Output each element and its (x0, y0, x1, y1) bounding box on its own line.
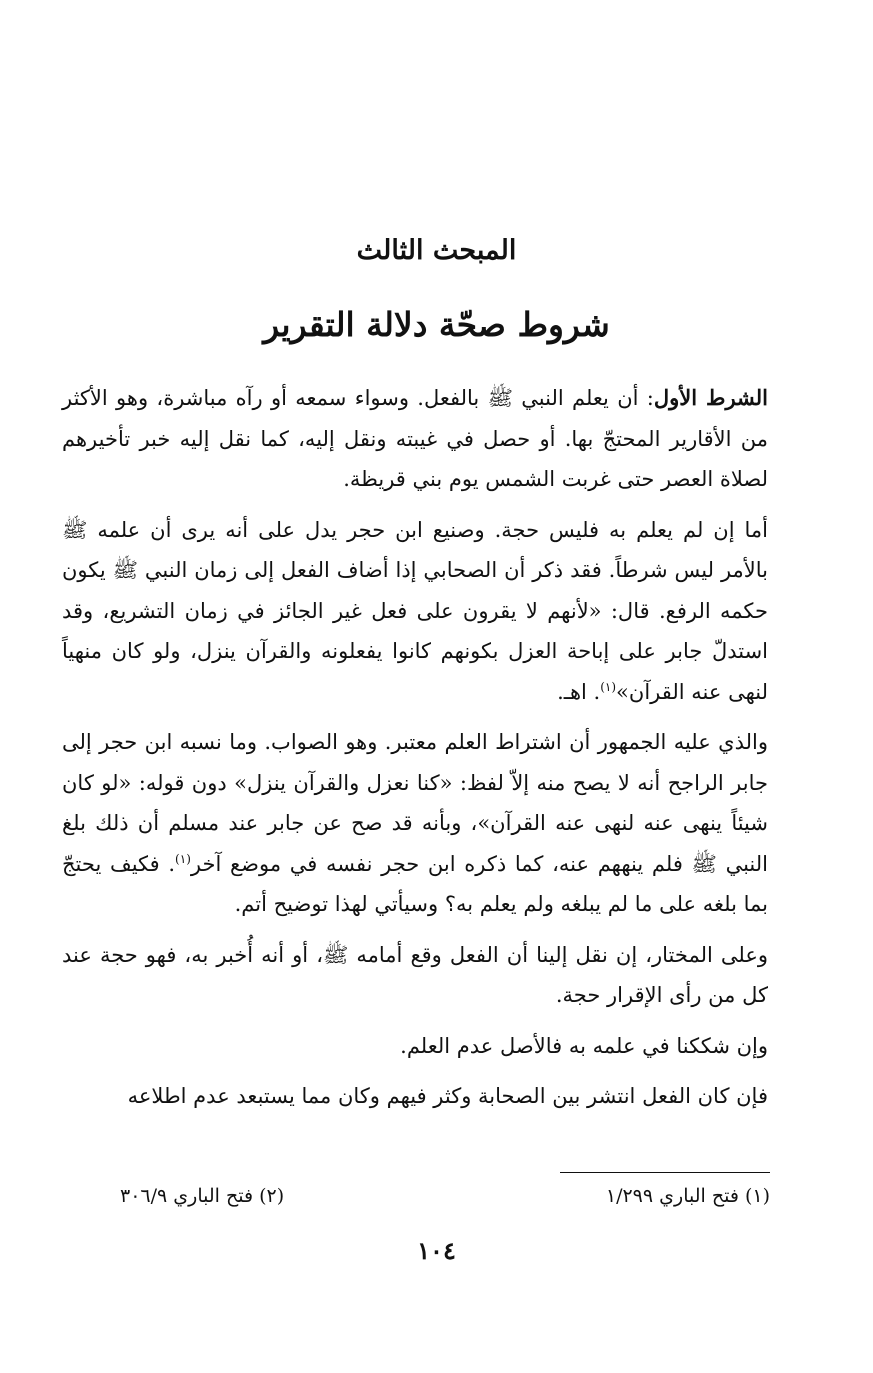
paragraph-tail: . فكيف يحتجّ بما بلغه على ما لم يبلغه ولم يعلم به؟ وسيأتي لهذا توضيح أتم. (62, 851, 768, 916)
paragraph-text: : أن يعلم النبي ﷺ بالفعل. وسواء سمعه أو رآه مباشرة، وهو الأكثر من الأقارير المحتجّ بها. أو حصل في غيبته ونقل إليه، كما نقل إليه خبر تأخيرهم لصلاة العصر حتى غربت الشمس يوم بني قريظة. (62, 386, 768, 491)
paragraph-condition-one (62, 378, 768, 500)
paragraph-tail: . اهـ. (557, 679, 601, 704)
paragraph-text: وإن شككنا في علمه به فالأصل عدم العلم. (400, 1033, 768, 1058)
paragraph-text: وعلى المختار، إن نقل إلينا أن الفعل وقع أمامه ﷺ، أو أنه أُخبر به، فهو حجة عند كل من رأى الإقرار حجة. (62, 942, 768, 1007)
condition-label: الشرط الأول (653, 385, 768, 410)
paragraph-spread (62, 1076, 768, 1117)
footnote-ref[interactable]: (١) (600, 679, 617, 694)
body-text (62, 378, 768, 1127)
paragraph-chosen-view (62, 935, 768, 1016)
footnote-item: (٢) فتح الباري ٣٠٦/٩ (120, 1185, 285, 1207)
paragraph-text: أما إن لم يعلم به فليس حجة. وصنيع ابن حجر يدل على أنه يرى أن علمه ﷺ بالأمر ليس شرطاً. فقد ذكر أن الصحابي إذا أضاف الفعل إلى زمان النبي ﷺ يكون حكمه الرفع. قال: «لأنهم لا يقرون على فعل غير الجائز في زمان التشريع، وقد استدلّ جابر على إباحة العزل بكونهم كانوا يفعلونه والقرآن ينزل، ولو كان منهياً لنهى عنه القرآن» (62, 517, 768, 704)
footnotes (120, 1185, 770, 1207)
chapter-title: شروط صحّة دلالة التقرير (263, 305, 610, 344)
paragraph-ibn-hajar (62, 510, 768, 713)
paragraph-majority-view (62, 722, 768, 925)
footnote-item: (١) فتح الباري ١/٢٩٩ (605, 1185, 770, 1207)
footnote-ref[interactable]: (١) (175, 851, 191, 866)
section-heading: المبحث الثالث (356, 235, 517, 266)
page-number: ١٠٤ (417, 1236, 456, 1265)
paragraph-text: والذي عليه الجمهور أن اشتراط العلم معتبر. وهو الصواب. وما نسبه ابن حجر إلى جابر الراجح أنه لا يصح منه إلاّ لفظ: «كنا نعزل والقرآن ينزل» دون قوله: «لو كان شيئاً ينهى عنه لنهى عنه القرآن»، وبأنه قد صح عن جابر عند مسلم أن ذلك بلغ النبي ﷺ فلم ينههم عنه، كما ذكره ابن حجر نفسه في موضع آخر (62, 730, 768, 876)
paragraph-text: فإن كان الفعل انتشر بين الصحابة وكثر فيهم وكان مما يستبعد عدم اطلاعه (127, 1084, 768, 1108)
footnote-divider (560, 1172, 770, 1173)
paragraph-doubt (62, 1026, 768, 1067)
